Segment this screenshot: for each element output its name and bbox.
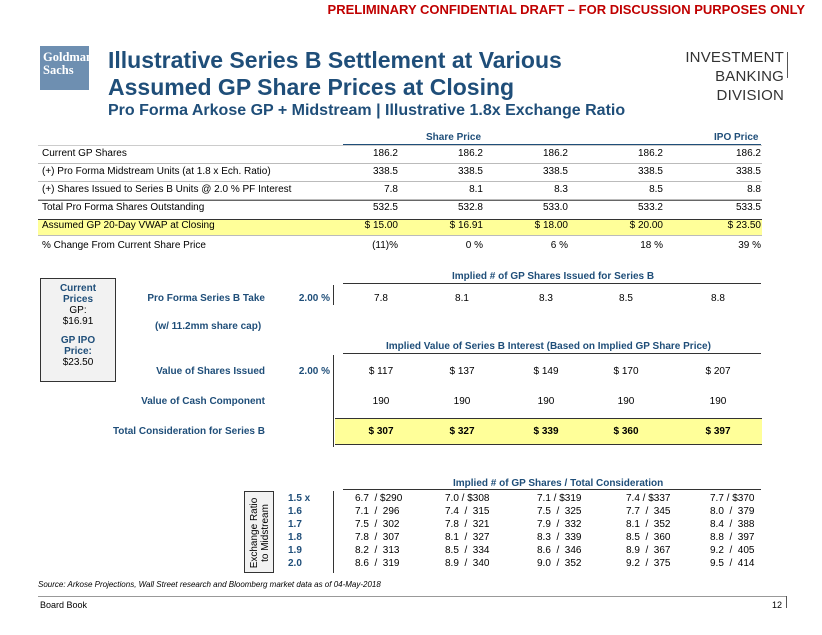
take-divider bbox=[333, 285, 334, 305]
top-table-cell: 338.5 bbox=[457, 166, 483, 177]
top-table-cell: 18 % bbox=[640, 240, 663, 251]
row-divider bbox=[38, 163, 762, 164]
value-value: $ 117 bbox=[368, 366, 394, 377]
box-price-label: Price: bbox=[64, 346, 92, 357]
top-table-cell: 338.5 bbox=[735, 166, 761, 177]
grid-cell: 7.4 / 315 bbox=[445, 506, 490, 517]
row-divider bbox=[38, 181, 762, 182]
grid-cell: 8.3 / 339 bbox=[537, 532, 582, 543]
title-line2: Assumed GP Share Prices at Closing bbox=[108, 74, 515, 100]
value-value: $ 207 bbox=[705, 366, 731, 377]
grid-cell: 9.2 / 375 bbox=[626, 558, 671, 569]
take-pct: 2.00 % bbox=[298, 293, 330, 304]
take-value: 8.8 bbox=[711, 293, 725, 304]
take-value: 8.5 bbox=[619, 293, 633, 304]
total-value: $ 397 bbox=[705, 426, 731, 437]
box-gp-price: $16.91 bbox=[62, 316, 94, 327]
grid-cell: 8.1 / 327 bbox=[445, 532, 490, 543]
box-gp: GP: bbox=[69, 305, 87, 316]
implied-value-rule bbox=[343, 353, 761, 354]
grid-divider bbox=[333, 491, 334, 573]
top-table-cell: 186.2 bbox=[735, 148, 761, 159]
exchange-ratio-label: 1.6 bbox=[288, 506, 302, 517]
goldman-sachs-logo bbox=[40, 46, 94, 90]
value-label: Value of Shares Issued bbox=[156, 366, 265, 377]
grid-cell: 8.5 / 360 bbox=[626, 532, 671, 543]
exchange-ratio-label: 1.9 bbox=[288, 545, 302, 556]
division-line2: DIVISION bbox=[716, 87, 784, 104]
cap-note: (w/ 11.2mm share cap) bbox=[155, 321, 262, 332]
grid-cell: 7.7 / 345 bbox=[626, 506, 671, 517]
grid-cell: 9.2 / 405 bbox=[710, 545, 755, 556]
grid-cell: 7.5 / 325 bbox=[537, 506, 582, 517]
top-table-cell: 533.0 bbox=[542, 202, 568, 213]
logo-line2: Sachs bbox=[43, 63, 74, 77]
exchange-ratio-axis-box bbox=[244, 491, 274, 573]
grid-cell: 8.5 / 334 bbox=[445, 545, 490, 556]
table-top-rule bbox=[38, 145, 762, 146]
implied-shares-header: Implied # of GP Shares Issued for Series B bbox=[452, 271, 655, 282]
exchange-ratio-label: 1.8 bbox=[288, 532, 302, 543]
box-gp-ipo: GP IPO bbox=[60, 335, 96, 346]
footer-rule bbox=[38, 596, 786, 597]
top-table-cell: 8.3 bbox=[554, 184, 568, 195]
top-table-row-label: Assumed GP 20-Day VWAP at Closing bbox=[42, 220, 215, 231]
total-value: $ 307 bbox=[368, 426, 394, 437]
top-table-cell: 532.8 bbox=[457, 202, 483, 213]
value-value: $ 149 bbox=[533, 366, 559, 377]
cash-value: 190 bbox=[709, 396, 727, 407]
top-table-cell: 39 % bbox=[738, 240, 761, 251]
division-divider bbox=[787, 52, 788, 78]
grid-cell: 9.5 / 414 bbox=[710, 558, 755, 569]
grid-cell: 7.0 / $308 bbox=[445, 493, 490, 504]
grid-cell: 8.0 / 379 bbox=[710, 506, 755, 517]
top-table-cell: 0 % bbox=[465, 240, 483, 251]
top-table-cell: $ 20.00 bbox=[629, 220, 663, 231]
top-table-cell: 338.5 bbox=[637, 166, 663, 177]
axis-line1: Exchange Ratio bbox=[249, 497, 260, 569]
grid-cell: 7.8 / 307 bbox=[355, 532, 400, 543]
top-table-row-label: (+) Pro Forma Midstream Units (at 1.8 x Ech. Ratio) bbox=[42, 166, 271, 177]
page-number: 12 bbox=[771, 600, 782, 610]
implied-value-header: Implied Value of Series B Interest (Based on Implied GP Share Price) bbox=[386, 341, 711, 352]
exchange-ratio-axis-label bbox=[249, 498, 271, 569]
top-table-cell: $ 18.00 bbox=[534, 220, 568, 231]
page-title bbox=[108, 47, 562, 101]
top-table-row-label: % Change From Current Share Price bbox=[42, 240, 206, 251]
title-line1: Illustrative Series B Settlement at Various bbox=[108, 47, 562, 73]
page-subtitle: Pro Forma Arkose GP + Midstream | Illustrative 1.8x Exchange Ratio bbox=[108, 102, 626, 119]
grid-cell: 7.8 / 321 bbox=[445, 519, 490, 530]
exchange-ratio-label: 2.0 bbox=[288, 558, 302, 569]
row-divider bbox=[38, 235, 762, 236]
grid-cell: 6.7 / $290 bbox=[355, 493, 403, 504]
axis-line2: to Midstream bbox=[260, 504, 271, 562]
cash-value: 190 bbox=[453, 396, 471, 407]
top-table-row-label: (+) Shares Issued to Series B Units @ 2.0 % PF Interest bbox=[42, 184, 292, 195]
page-number-divider bbox=[786, 596, 787, 608]
value-divider bbox=[333, 355, 334, 447]
top-table-cell: 8.5 bbox=[649, 184, 663, 195]
grid-cell: 8.6 / 319 bbox=[355, 558, 400, 569]
top-table-cell: 533.2 bbox=[637, 202, 663, 213]
cash-label: Value of Cash Component bbox=[141, 396, 265, 407]
top-table-cell: $ 23.50 bbox=[727, 220, 761, 231]
grid-cell: 7.1 / 296 bbox=[355, 506, 400, 517]
total-value: $ 327 bbox=[449, 426, 475, 437]
value-pct: 2.00 % bbox=[298, 366, 330, 377]
implied-shares-rule bbox=[343, 283, 761, 284]
cash-value: 190 bbox=[617, 396, 635, 407]
top-table-cell: 338.5 bbox=[372, 166, 398, 177]
top-table-cell: 186.2 bbox=[637, 148, 663, 159]
grid-header: Implied # of GP Shares / Total Consideration bbox=[453, 478, 664, 489]
grid-cell: 8.1 / 352 bbox=[626, 519, 671, 530]
box-prices: Prices bbox=[62, 294, 94, 305]
top-table-cell: (11)% bbox=[372, 240, 398, 251]
top-table-row-label: Current GP Shares bbox=[42, 148, 127, 159]
value-value: $ 137 bbox=[449, 366, 475, 377]
grid-cell: 8.2 / 313 bbox=[355, 545, 400, 556]
source-note: Source: Arkose Projections, Wall Street research and Bloomberg market data as of 04-May-2018 bbox=[38, 580, 381, 589]
take-value: 7.8 bbox=[374, 293, 388, 304]
top-table-cell: $ 15.00 bbox=[364, 220, 398, 231]
top-table-cell: 6 % bbox=[550, 240, 568, 251]
grid-cell: 7.7 / $370 bbox=[710, 493, 755, 504]
cash-value: 190 bbox=[372, 396, 390, 407]
exchange-ratio-label: 1.5 x bbox=[288, 493, 311, 504]
top-table-cell: 7.8 bbox=[384, 184, 398, 195]
grid-cell: 8.8 / 397 bbox=[710, 532, 755, 543]
division-line1: INVESTMENT BANKING bbox=[685, 49, 784, 85]
top-table-cell: 186.2 bbox=[457, 148, 483, 159]
grid-cell: 8.9 / 340 bbox=[445, 558, 490, 569]
top-table-cell: 532.5 bbox=[372, 202, 398, 213]
division-label bbox=[622, 48, 784, 105]
footer-book: Board Book bbox=[40, 600, 88, 610]
cash-value: 190 bbox=[537, 396, 555, 407]
logo-line1: Goldman bbox=[43, 50, 94, 64]
grid-cell: 7.4 / $337 bbox=[626, 493, 671, 504]
exchange-ratio-label: 1.7 bbox=[288, 519, 302, 530]
box-current: Current bbox=[59, 283, 97, 294]
top-table-cell: 8.8 bbox=[747, 184, 761, 195]
top-table-cell: 533.5 bbox=[735, 202, 761, 213]
grid-cell: 9.0 / 352 bbox=[537, 558, 582, 569]
top-table-row-label: Total Pro Forma Shares Outstanding bbox=[42, 202, 205, 213]
top-table-cell: 186.2 bbox=[542, 148, 568, 159]
total-value: $ 339 bbox=[533, 426, 559, 437]
top-table-cell: 8.1 bbox=[469, 184, 483, 195]
grid-cell: 8.6 / 346 bbox=[537, 545, 582, 556]
grid-cell: 7.5 / 302 bbox=[355, 519, 400, 530]
value-value: $ 170 bbox=[613, 366, 639, 377]
total-value: $ 360 bbox=[613, 426, 639, 437]
total-label: Total Consideration for Series B bbox=[112, 426, 265, 437]
top-table-cell: 338.5 bbox=[542, 166, 568, 177]
share-price-header: Share Price bbox=[426, 132, 482, 143]
ipo-price-header: IPO Price bbox=[714, 132, 759, 143]
take-label: Pro Forma Series B Take bbox=[147, 293, 265, 304]
take-value: 8.1 bbox=[455, 293, 469, 304]
grid-cell: 8.4 / 388 bbox=[710, 519, 755, 530]
top-table-cell: $ 16.91 bbox=[449, 220, 483, 231]
current-prices-box bbox=[40, 278, 116, 382]
grid-cell: 7.1 / $319 bbox=[537, 493, 582, 504]
total-divider bbox=[38, 200, 762, 201]
grid-cell: 7.9 / 332 bbox=[537, 519, 582, 530]
grid-cell: 8.9 / 367 bbox=[626, 545, 671, 556]
take-value: 8.3 bbox=[539, 293, 553, 304]
box-ipo-price: $23.50 bbox=[62, 357, 94, 368]
confidential-banner: PRELIMINARY CONFIDENTIAL DRAFT – FOR DISCUSSION PURPOSES ONLY bbox=[327, 2, 805, 17]
top-table-cell: 186.2 bbox=[372, 148, 398, 159]
grid-header-rule bbox=[343, 489, 761, 490]
